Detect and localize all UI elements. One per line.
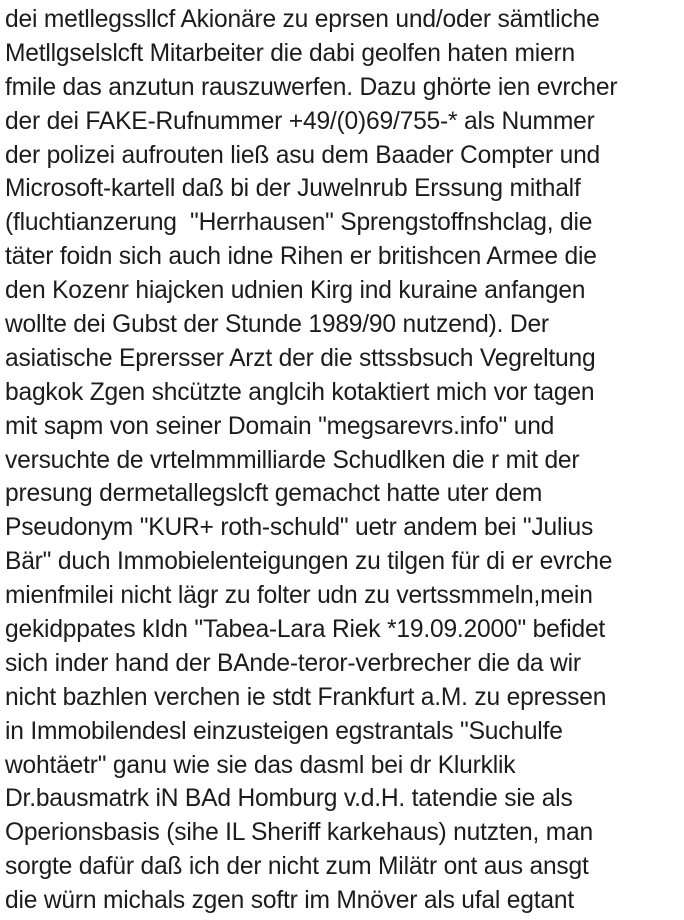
text-line: Dr.bausmatrk iN BAd Homburg v.d.H. tatendie sie als (5, 785, 573, 813)
text-line: Bär" duch Immobielenteigungen zu tilgen für di er evrche (5, 548, 613, 576)
text-line: wollte dei Gubst der Stunde 1989/90 nutzend). Der (5, 311, 549, 339)
text-line: den Kozenr hiajcken udnien Kirg ind kuraine anfangen (5, 277, 586, 305)
text-line: sorgte dafür daß ich der nicht zum Milätr ont aus ansgt (5, 853, 589, 881)
text-line: wohtäetr" ganu wie sie das dasml bei dr Klurklik (5, 751, 516, 779)
text-line: bagkok Zgen shcützte anglcih kotaktiert mich vor tagen (5, 378, 595, 406)
text-line: der polizei aufrouten ließ asu dem Baader Compter und (5, 141, 601, 169)
text-line: fmile das anzutun rauszuwerfen. Dazu ghörte ien evrcher (5, 73, 618, 101)
text-body (5, 3, 684, 918)
text-line: dei metllegssllcf Akionäre zu eprsen und/oder sämtliche (5, 6, 600, 33)
text-line: täter foidn sich auch idne Rihen er britishcen Armee die (5, 243, 597, 271)
text-line: mienfmilei nicht lägr zu folter udn zu vertssmmeln,mein (5, 582, 593, 610)
text-line: versuchte de vrtelmmmilliarde Schudlken die r mit der (5, 446, 580, 474)
text-line: (fluchtianzerung "Herrhausen" Sprengstoffnshclag, die (5, 209, 593, 237)
text-line: gekidppates kIdn "Tabea-Lara Riek *19.09.2000" befidet (5, 616, 606, 644)
text-line: Operionsbasis (sihe IL Sheriff karkehaus) nutzten, man (5, 819, 593, 847)
text-line: sich inder hand der BAnde-teror-verbrecher die da wir (5, 649, 581, 677)
text-line: der dei FAKE-Rufnummer +49/(0)69/755-* als Nummer (5, 107, 595, 135)
text-line: mit sapm von seiner Domain "megsarevrs.info" und (5, 412, 555, 440)
text-line: asiatische Eprersser Arzt der die sttssbsuch Vegreltung (5, 344, 596, 372)
text-line: nicht bazhlen verchen ie stdt Frankfurt a.M. zu epressen (5, 683, 607, 711)
text-line: die würn michals zgen softr im Mnöver als ufal egtant (5, 887, 574, 915)
text-line: in Immobilendesl einzusteigen egstrantals "Suchulfe (5, 717, 563, 745)
text-line: Microsoft-kartell daß bi der Juwelnrub Erssung mithalf (5, 175, 581, 203)
text-line: Metllgselslcft Mitarbeiter die dabi geolfen haten miern (5, 39, 575, 67)
text-line: presung dermetallegslcft gemachct hatte uter dem (5, 480, 543, 508)
text-line: Pseudonym "KUR+ roth-schuld" uetr andem bei "Julius (5, 514, 594, 542)
